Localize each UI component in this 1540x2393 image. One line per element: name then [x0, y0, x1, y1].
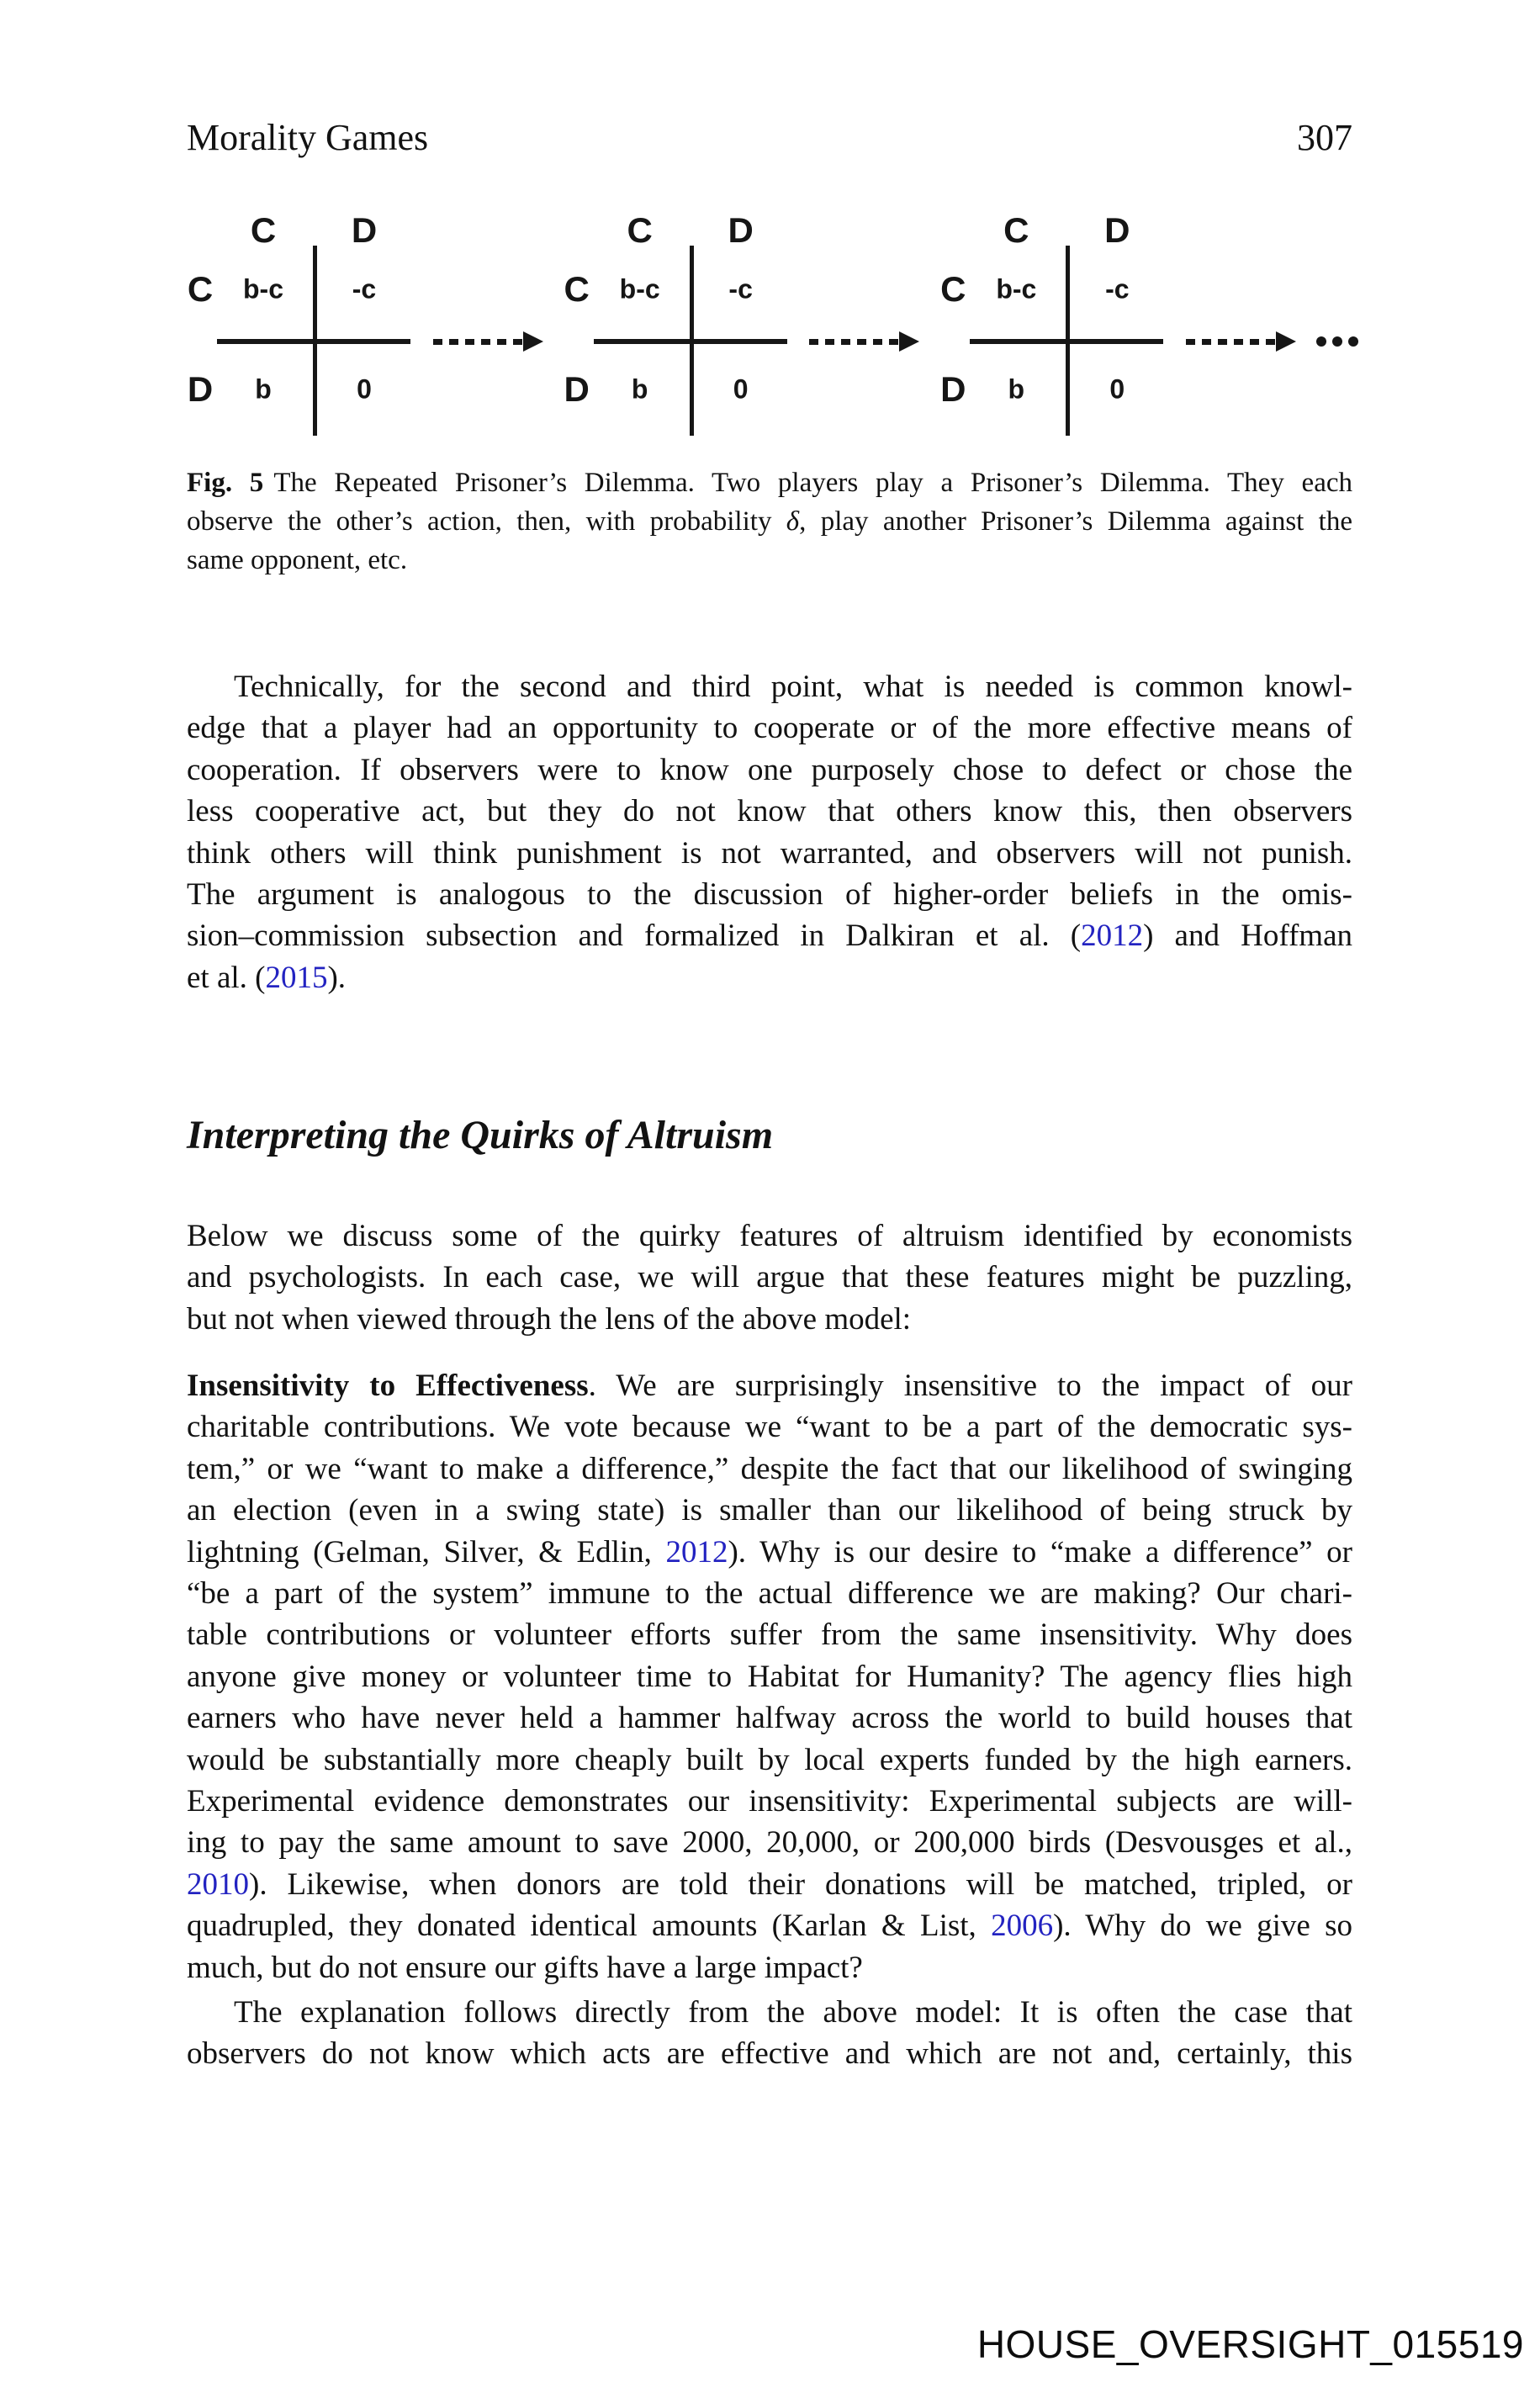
text-run: ). Why do we give so — [1053, 1909, 1352, 1944]
text-run: observers do not know which acts are effective and which are not and, certainly, this — [187, 2036, 1352, 2072]
text-run: ) and Hoffman — [1143, 919, 1353, 954]
text-run: et al. ( — [187, 960, 266, 995]
text-run: much, but do not ensure our gifts have a large impact? — [187, 1950, 863, 1985]
matrix-payoff-cell: 0 — [1109, 373, 1125, 405]
text-run: ing to pay the same amount to save 2000, 20,000, or 200,000 birds (Desvousges et al., — [187, 1825, 1352, 1861]
citation-link[interactable]: 2010 — [187, 1866, 249, 1902]
text-line — [187, 1822, 1352, 1863]
paragraph-insensitivity-to-effectiveness — [187, 1365, 1352, 1988]
text-run: quadrupled, they donated identical amounts (Karlan & List, — [187, 1909, 992, 1944]
text-line — [187, 2033, 1352, 2074]
text-run: less cooperative act, but they do not know that others know this, then observers — [187, 794, 1352, 829]
text-run: anyone give money or volunteer time to Habitat for Humanity? The agency flies high — [187, 1659, 1352, 1694]
matrix-col-header: D — [351, 210, 378, 250]
payoff-matrix — [939, 210, 1167, 439]
page-number: 307 — [1297, 117, 1352, 158]
text-line — [187, 915, 1352, 956]
figure-caption — [187, 463, 1352, 580]
matrix-horizontal-line — [970, 339, 1163, 344]
text-run: The Repeated Prisoner’s Dilemma. Two players play a Prisoner’s Dilemma. They each — [273, 468, 1352, 498]
text-run: δ — [786, 506, 800, 537]
citation-link[interactable]: 2012 — [1081, 919, 1144, 954]
text-run: earners who have never held a hammer halfway across the world to build houses that — [187, 1701, 1352, 1736]
citation-link[interactable]: 2012 — [665, 1534, 728, 1570]
text-line — [187, 1656, 1352, 1697]
text-line — [187, 1406, 1352, 1448]
matrix-row-header: C — [564, 269, 590, 309]
matrix-col-header: D — [728, 210, 754, 250]
matrix-row-header: D — [564, 369, 590, 409]
text-run: ). Why is our desire to “make a difference” or — [728, 1534, 1352, 1570]
arrow-shaft — [809, 339, 900, 345]
paragraph-below-we-discuss — [187, 1215, 1352, 1340]
matrix-payoff-cell: -c — [1105, 273, 1130, 304]
text-run: Insensitivity to Effectiveness — [187, 1369, 589, 1403]
text-run: Below we discuss some of the quirky features of altruism identified by economists — [187, 1219, 1352, 1253]
text-line — [187, 1992, 1352, 2033]
text-run: but not when viewed through the lens of the above model: — [187, 1301, 912, 1337]
text-line — [187, 502, 1352, 541]
text-run: Fig. 5 — [187, 468, 264, 498]
arrow-shaft — [1186, 339, 1277, 345]
matrix-col-header: C — [1003, 210, 1029, 250]
running-title: Morality Games — [187, 117, 429, 158]
text-line — [187, 1448, 1352, 1490]
arrow-head — [899, 331, 919, 352]
dashed-arrow-right-icon — [809, 329, 920, 354]
text-line — [187, 957, 1352, 998]
matrix-payoff-cell: -c — [728, 273, 753, 304]
section-heading: Interpreting the Quirks of Altruism — [187, 1113, 774, 1157]
text-run: tem,” or we “want to make a difference,” despite the fact that our likelihood of swinging — [187, 1451, 1352, 1486]
text-run: table contributions or volunteer efforts suffer from the same insensitivity. Why does — [187, 1617, 1352, 1653]
watermark-bates-number: HOUSE_OVERSIGHT_015519 — [976, 2322, 1524, 2366]
matrix-payoff-cell: b-c — [996, 273, 1037, 304]
text-run: would be substantially more cheaply built by local experts funded by the high earners. — [187, 1742, 1352, 1777]
text-run: ). Likewise, when donors are told their donations will be matched, tripled, or — [249, 1866, 1352, 1902]
matrix-payoff-cell: b-c — [619, 273, 660, 304]
text-line — [187, 1614, 1352, 1655]
dot — [1332, 336, 1342, 347]
text-line — [187, 541, 1352, 580]
arrow-head — [1276, 331, 1296, 352]
text-line — [187, 707, 1352, 749]
text-line — [187, 1905, 1352, 1946]
arrow-head — [523, 331, 543, 352]
matrix-payoff-cell: -c — [352, 273, 377, 304]
text-line — [187, 1215, 1352, 1257]
matrix-payoff-cell: b — [1008, 373, 1025, 405]
text-run: edge that a player had an opportunity to cooperate or of the more effective means of — [187, 711, 1352, 746]
ellipsis-dots-icon — [1316, 336, 1358, 347]
text-line — [187, 833, 1352, 874]
payoff-matrix — [187, 210, 414, 439]
text-line — [187, 1697, 1352, 1739]
dashed-arrow-right-icon — [433, 329, 544, 354]
dot — [1348, 336, 1358, 347]
text-run: “be a part of the system” immune to the actual difference we are making? Our chari- — [187, 1576, 1352, 1612]
text-line — [187, 1490, 1352, 1531]
matrix-payoff-cell: b — [255, 373, 272, 405]
matrix-row-header: C — [940, 269, 966, 309]
text-line — [187, 463, 1352, 502]
running-header — [187, 119, 1352, 156]
text-run: The explanation follows directly from the above model: It is often the case that — [234, 1995, 1352, 2030]
text-run: think others will think punishment is not warranted, and observers will not punish. — [187, 835, 1352, 871]
text-line — [187, 1947, 1352, 1988]
text-line — [187, 1781, 1352, 1822]
text-run: Experimental evidence demonstrates our insensitivity: Experimental subjects are will- — [187, 1784, 1352, 1819]
matrix-horizontal-line — [217, 339, 410, 344]
paragraph-technically — [187, 666, 1352, 998]
matrix-col-header: C — [627, 210, 653, 250]
text-run: same opponent, etc. — [187, 545, 408, 575]
citation-link[interactable]: 2006 — [991, 1909, 1054, 1944]
text-run: , play another Prisoner’s Dilemma against the — [799, 506, 1352, 537]
matrix-row-header: C — [187, 269, 214, 309]
matrix-col-header: D — [1104, 210, 1130, 250]
text-line — [187, 1257, 1352, 1298]
payoff-matrix — [564, 210, 791, 439]
matrix-payoff-cell: b — [631, 373, 648, 405]
text-run: and psychologists. In each case, we will argue that these features might be puzzling, — [187, 1260, 1352, 1295]
matrix-payoff-cell: 0 — [357, 373, 372, 405]
text-line — [187, 791, 1352, 832]
paragraph-explanation — [187, 1992, 1352, 2075]
text-line — [187, 666, 1352, 707]
text-run: charitable contributions. We vote because we “want to be a part of the democratic sys- — [187, 1410, 1352, 1445]
text-line — [187, 874, 1352, 915]
text-run: . We are surprisingly insensitive to the impact of our — [588, 1369, 1352, 1403]
dashed-arrow-right-icon — [1186, 329, 1297, 354]
matrix-horizontal-line — [594, 339, 787, 344]
text-run: lightning (Gelman, Silver, & Edlin, — [187, 1534, 666, 1570]
matrix-payoff-cell: b-c — [243, 273, 283, 304]
matrix-col-header: C — [250, 210, 277, 250]
text-line — [187, 1365, 1352, 1406]
text-line — [187, 1573, 1352, 1614]
text-line — [187, 1739, 1352, 1781]
arrow-shaft — [433, 339, 524, 345]
text-run: an election (even in a swing state) is smaller than our likelihood of being struck by — [187, 1493, 1352, 1528]
citation-link[interactable]: 2015 — [265, 960, 328, 995]
text-run: ). — [327, 960, 347, 995]
text-run: The argument is analogous to the discussion of higher-order beliefs in the omis- — [187, 877, 1352, 913]
matrix-row-header: D — [940, 369, 966, 409]
text-line — [187, 1299, 1352, 1340]
text-line — [187, 1864, 1352, 1905]
text-run: Technically, for the second and third point, what is needed is common knowl- — [234, 670, 1352, 704]
text-line — [187, 1532, 1352, 1573]
text-line — [187, 749, 1352, 791]
figure-5-repeated-prisoners-dilemma — [187, 210, 1358, 439]
text-run: sion–commission subsection and formalized in Dalkiran et al. ( — [187, 919, 1082, 954]
text-run: observe the other’s action, then, with probability — [187, 506, 786, 537]
dot — [1316, 336, 1326, 347]
text-run: cooperation. If observers were to know one purposely chose to defect or chose the — [187, 752, 1352, 787]
matrix-payoff-cell: 0 — [733, 373, 749, 405]
matrix-row-header: D — [187, 369, 214, 409]
